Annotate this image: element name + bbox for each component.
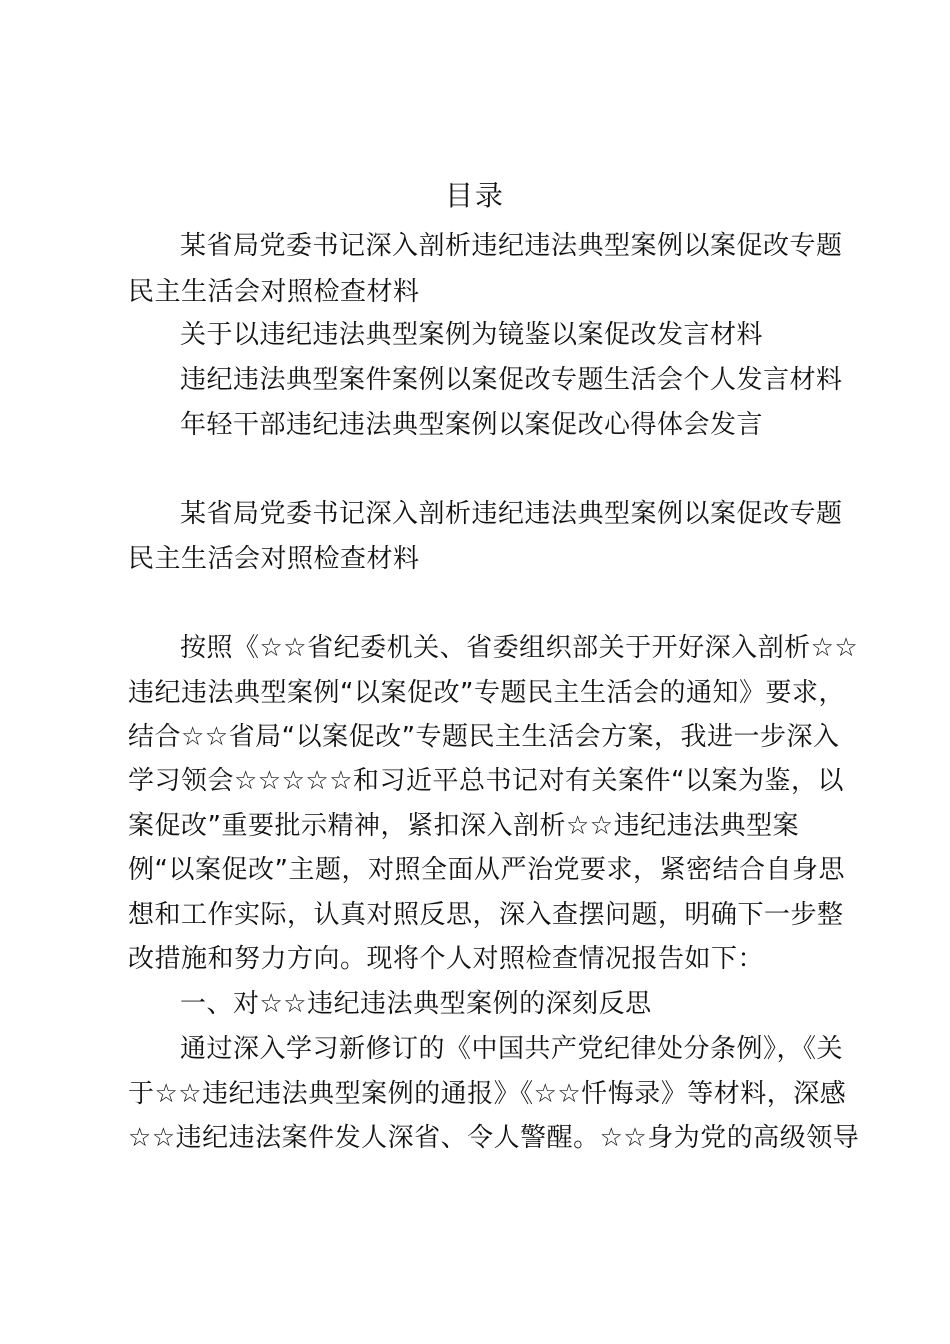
section-1-heading: 一、对☆☆违纪违法典型案例的深刻反思: [180, 989, 652, 1019]
article-title-line-2: 民主生活会对照检查材料: [128, 544, 420, 574]
paragraph-1-line-4: 学习领会☆☆☆☆☆和习近平总书记对有关案件“以案为鉴，以: [128, 766, 845, 796]
paragraph-2-line-3: ☆☆违纪违法案件发人深省、令人警醒。☆☆身为党的高级领导: [128, 1123, 860, 1153]
toc-entry-4: 年轻干部违纪违法典型案例以案促改心得体会发言: [180, 410, 764, 440]
toc-entry-1-line-1: 某省局党委书记深入剖析违纪违法典型案例以案促改专题: [180, 231, 843, 261]
paragraph-1-line-6: 例“以案促改”主题，对照全面从严治党要求，紧密结合自身思: [128, 855, 845, 885]
toc-entry-1-line-2: 民主生活会对照检查材料: [128, 277, 420, 307]
toc-entry-3: 违纪违法典型案件案例以案促改专题生活会个人发言材料: [180, 365, 843, 395]
paragraph-1-line-7: 想和工作实际，认真对照反思，深入查摆问题，明确下一步整: [128, 900, 844, 930]
paragraph-1-line-1: 按照《☆☆省纪委机关、省委组织部关于开好深入剖析☆☆: [180, 633, 859, 663]
paragraph-1-line-8: 改措施和努力方向。现将个人对照检查情况报告如下：: [128, 944, 765, 974]
paragraph-1-line-2: 违纪违法典型案例“以案促改”专题民主生活会的通知》要求，: [128, 678, 845, 708]
article-title-line-1: 某省局党委书记深入剖析违纪违法典型案例以案促改专题: [180, 499, 843, 529]
toc-title: 目录: [444, 179, 505, 212]
toc-entry-2: 关于以违纪违法典型案例为镜鉴以案促改发言材料: [180, 320, 764, 350]
paragraph-2-line-2: 于☆☆违纪违法典型案例的通报》《☆☆忏悔录》等材料，深感: [128, 1079, 847, 1109]
paragraph-1-line-3: 结合☆☆省局“以案促改”专题民主生活会方案，我进一步深入: [128, 722, 840, 752]
paragraph-2-line-1: 通过深入学习新修订的《中国共产党纪律处分条例》，《关: [180, 1034, 844, 1064]
paragraph-1-line-5: 案促改”重要批示精神，紧扣深入剖析☆☆违纪违法典型案: [128, 811, 800, 841]
